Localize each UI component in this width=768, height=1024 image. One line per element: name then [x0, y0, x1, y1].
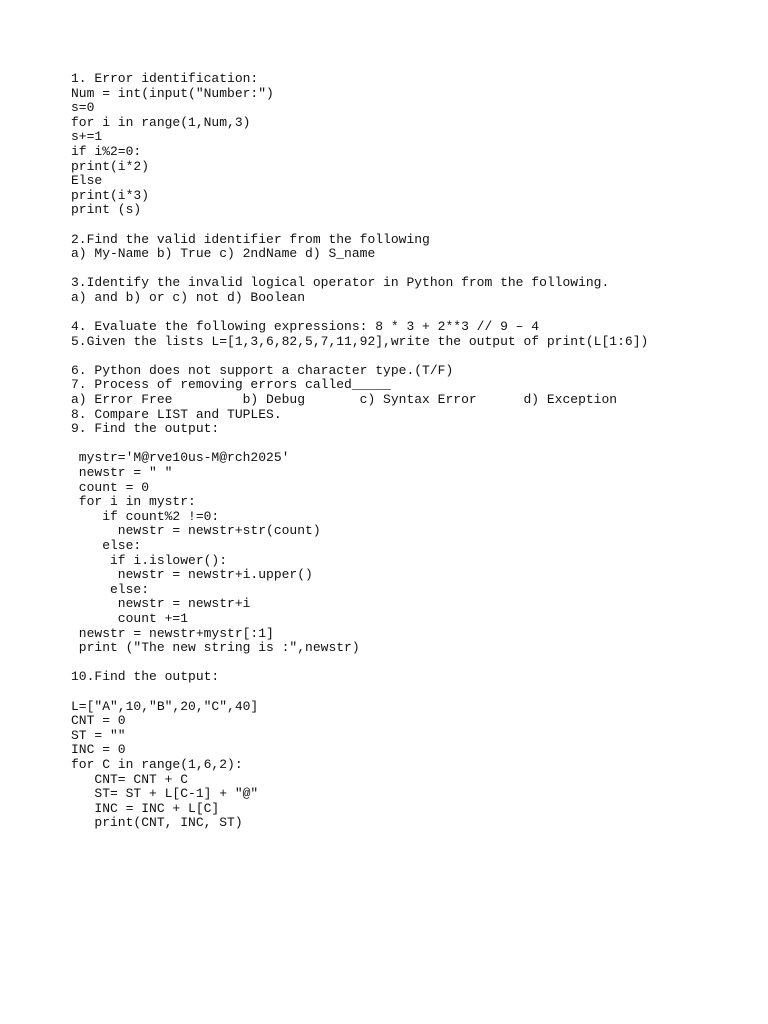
q10-code-line: INC = INC + L[C]	[71, 800, 220, 816]
q10-code-line: L=["A",10,"B",20,"C",40]	[71, 698, 259, 714]
q7-options: a) Error Free b) Debug c) Syntax Error d) Exception	[71, 392, 618, 408]
q9-code-line: newstr = newstr+mystr[:1]	[71, 625, 274, 641]
q10-code-line: print(CNT, INC, ST)	[71, 815, 243, 831]
spacer	[71, 685, 751, 700]
q9-code-line: print ("The new string is :",newstr)	[71, 640, 360, 656]
q10-code-line: CNT= CNT + C	[71, 771, 189, 787]
q1-code-line: print (s)	[71, 202, 142, 218]
q1-code-line: if i%2=0:	[71, 143, 142, 159]
q9-code-line: count = 0	[71, 479, 150, 495]
spacer	[71, 218, 751, 233]
q1-code-line: s=0	[71, 100, 95, 116]
q1-code-line: print(i*3)	[71, 187, 150, 203]
q1-code-line: print(i*2)	[71, 158, 150, 174]
q9-code-line: newstr = " "	[71, 465, 173, 481]
document-page	[71, 72, 751, 831]
q9-code-line: count +=1	[71, 610, 189, 626]
q9-code-line: for i in mystr:	[71, 494, 196, 510]
q1-code-line: Num = int(input("Number:")	[71, 85, 274, 101]
q10-code-line: ST= ST + L[C-1] + "@"	[71, 786, 259, 802]
q2-title: 2.Find the valid identifier from the following	[71, 231, 430, 247]
q10-code-line: ST = ""	[71, 727, 126, 743]
q9-code-line: newstr = newstr+str(count)	[71, 523, 321, 539]
q9-code-line: else:	[71, 538, 142, 553]
q8-title: 8. Compare LIST and TUPLES.	[71, 406, 282, 422]
q9-code-line: newstr = newstr+i	[71, 596, 251, 612]
q3-title: 3.Identify the invalid logical operator in Python from the following.	[71, 275, 610, 291]
q3-options: a) and b) or c) not d) Boolean	[71, 289, 306, 305]
q10-code-line: INC = 0	[71, 742, 126, 758]
spacer	[71, 306, 751, 321]
q9-code-line: else:	[71, 581, 150, 597]
q1-code-line: s+=1	[71, 129, 103, 145]
q10-code-line: for C in range(1,6,2):	[71, 756, 243, 772]
q9-title: 9. Find the output:	[71, 421, 220, 437]
spacer	[71, 349, 751, 364]
q2-options: a) My-Name b) True c) 2ndName d) S_name	[71, 246, 376, 262]
q9-code-line: mystr='M@rve10us-M@rch2025'	[71, 450, 290, 466]
q4-title: 4. Evaluate the following expressions: 8 * 3 + 2**3 // 9 – 4	[71, 319, 540, 335]
spacer	[71, 262, 751, 277]
q5-title: 5.Given the lists L=[1,3,6,82,5,7,11,92],write the output of print(L[1:6])	[71, 333, 649, 349]
q1-code-line: Else	[71, 173, 103, 189]
q7-title: 7. Process of removing errors called_____	[71, 377, 391, 393]
spacer	[71, 656, 751, 671]
q1-code-line: for i in range(1,Num,3)	[71, 114, 251, 130]
q10-code-line: CNT = 0	[71, 713, 126, 729]
spacer	[71, 437, 751, 452]
q6-title: 6. Python does not support a character type.(T/F)	[71, 362, 454, 378]
q10-title: 10.Find the output:	[71, 669, 220, 685]
q9-code-line: if count%2 !=0:	[71, 508, 220, 524]
q1-title: 1. Error identification:	[71, 71, 259, 86]
q9-code-line: newstr = newstr+i.upper()	[71, 567, 313, 583]
q9-code-line: if i.islower():	[71, 552, 228, 568]
